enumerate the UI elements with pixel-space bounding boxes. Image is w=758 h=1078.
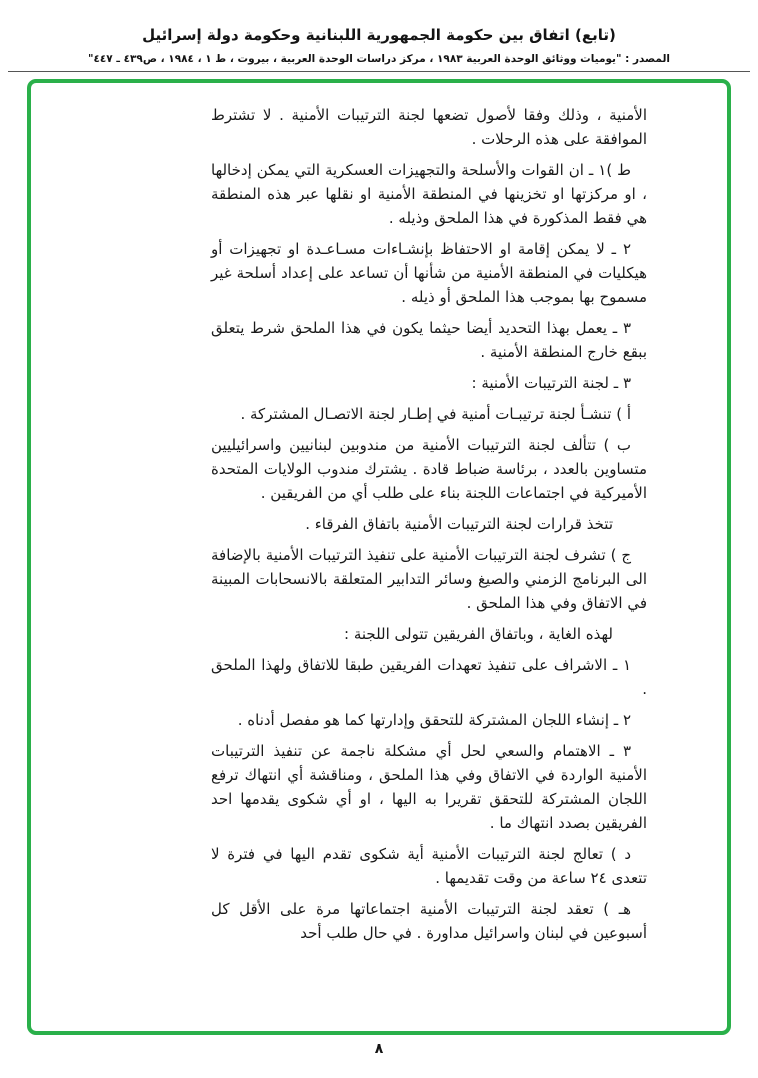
paragraph: ١ ـ الاشراف على تنفيذ تعهدات الفريقين طبقا للاتفاق ولهذا الملحق . — [211, 656, 647, 698]
paragraph: تتخذ قرارات لجنة الترتيبات الأمنية باتفاق الفرقاء . — [305, 515, 613, 533]
paragraph: ٣ ـ الاهتمام والسعي لحل أي مشكلة ناجمة عن تنفيذ الترتيبات الأمنية الواردة في الاتفاق وفي هذا الملحق ، ومناقشة أي انتهاك ترفع اللجان المشتركة للتحقق تقريرا به اليها ، او أي شكوى يقدمها احد الفريقين بصدد انتهاك ما . — [211, 742, 647, 832]
page-number: ٨ — [374, 1041, 384, 1057]
paragraph: ب ) تتألف لجنة الترتيبات الأمنية من مندوبين لبنانيين واسرائيليين متساوين بالعدد ، برئاسة ضباط قادة . يشترك مندوب الولايات المتحدة الأميركية في اجتماعات اللجنة بناء على طلب أي من الفريقين . — [211, 436, 647, 502]
paragraph: هـ ) تعقد لجنة الترتيبات الأمنية اجتماعاتها مرة على الأقل كل أسبوعين في لبنان واسرائيل مداورة . في حال طلب أحد — [211, 900, 647, 942]
document-title: (تابع) اتفاق بين حكومة الجمهورية اللبنانية وحكومة دولة إسرائيل — [142, 26, 616, 44]
paragraph: ٢ ـ لا يمكن إقامة او الاحتفاظ بإنشـاءات مسـاعـدة او تجهيزات أو هيكليات في المنطقة الأمنية من شأنها أن تساعد على إعداد أسلحة غير مسموح بها بموجب هذا الملحق أو ذيله . — [211, 240, 647, 306]
source-line: المصدر : "يوميات ووثائق الوحدة العربية ١٩٨٣ ، مركز دراسات الوحدة العربية ، بيروت ، ط ١ ، ١٩٨٤ ، ص٤٣٩ ـ ٤٤٧" — [87, 53, 670, 65]
paragraph: ٣ ـ يعمل بهذا التحديد أيضا حيثما يكون في هذا الملحق شرط يتعلق ببقع خارج المنطقة الأمنية . — [211, 319, 647, 361]
header-divider — [8, 71, 750, 72]
paragraph-heading: ٣ ـ لجنة الترتيبات الأمنية : — [471, 374, 631, 392]
paragraph: ط )١ ـ ان القوات والأسلحة والتجهيزات العسكرية التي يمكن إدخالها ، او مركزتها او تخزينها في المنطقة الأمنية او نقلها عبر هذه المنطقة هي فقط المذكورة في هذا الملحق وذيله . — [211, 161, 647, 227]
paragraph: ج ) تشرف لجنة الترتيبات الأمنية على تنفيذ الترتيبات الأمنية بالإضافة الى البرنامج الزمني والصيغ وسائر التدابير المتعلقة بالانسحابات المبينة في الاتفاق وفي هذا الملحق . — [211, 546, 647, 612]
paragraph: ٢ ـ إنشاء اللجان المشتركة للتحقق وإدارتها كما هو مفصل أدناه . — [237, 711, 631, 729]
document-frame — [27, 79, 731, 1035]
paragraph: د ) تعالج لجنة الترتيبات الأمنية أية شكوى تقدم اليها في فترة لا تتعدى ٢٤ ساعة من وقت تقديمها . — [211, 845, 647, 887]
paragraph: الأمنية ، وذلك وفقا لأصول تضعها لجنة الترتيبات الأمنية . لا تشترط الموافقة على هذه الرحلات . — [211, 106, 647, 148]
document-body — [211, 103, 647, 945]
paragraph: لهذه الغاية ، وباتفاق الفريقين تتولى اللجنة : — [344, 625, 613, 643]
paragraph: أ ) تنشـأ لجنة ترتيبـات أمنية في إطـار لجنة الاتصـال المشتركة . — [240, 405, 631, 423]
header — [0, 0, 758, 72]
